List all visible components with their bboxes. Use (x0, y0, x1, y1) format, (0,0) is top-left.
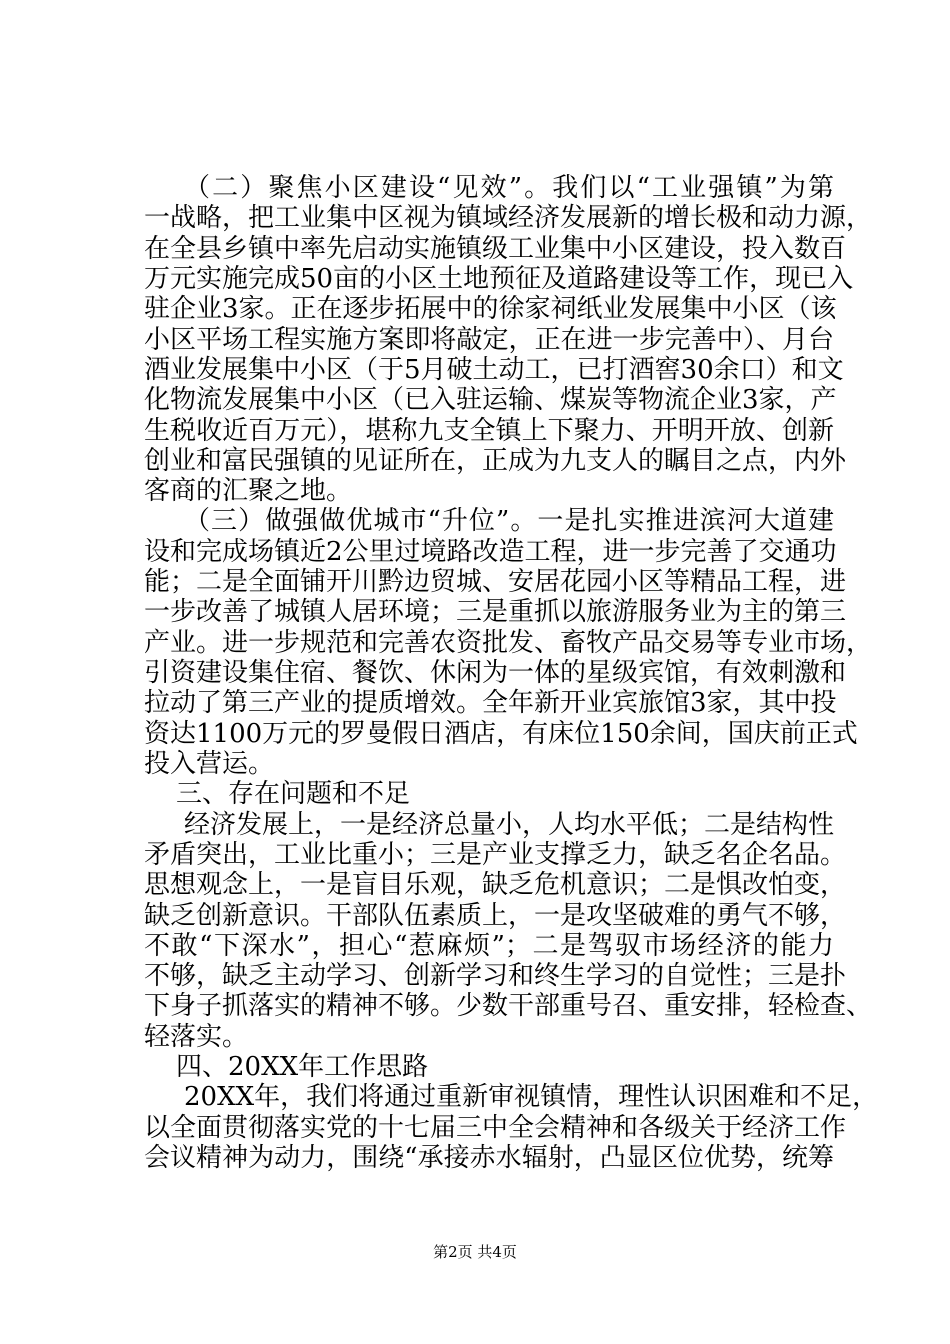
paragraph-line: 设和完成场镇近2公里过境路改造工程，进一步完善了交通功 (144, 537, 837, 567)
paragraph-line: 不敢“下深水”，担心“惹麻烦”；二是驾驭市场经济的能力 (144, 931, 834, 961)
paragraph-line: 客商的汇聚之地。 (144, 476, 353, 506)
paragraph-line: 资达1100万元的罗曼假日酒店，有床位150余间，国庆前正式 (144, 719, 858, 749)
paragraph-line: 在全县乡镇中率先启动实施镇级工业集中小区建设，投入数百 (144, 234, 847, 264)
paragraph-line: 拉动了第三产业的提质增效。全年新开业宾旅馆3家，其中投 (144, 688, 837, 718)
paragraph-line: 轻落实。 (144, 1022, 249, 1052)
paragraph-line: 一步改善了城镇人居环境；三是重抓以旅游服务业为主的第三 (144, 597, 847, 627)
paragraph-line: 创业和富民强镇的见证所在，正成为九支人的瞩目之点，内外 (144, 446, 847, 476)
section-heading: 四、20XX年工作思路 (176, 1052, 429, 1082)
paragraph-line: 驻企业3家。正在逐步拓展中的徐家祠纸业发展集中小区（该 (144, 294, 837, 324)
section-heading: 三、存在问题和不足 (176, 779, 411, 809)
paragraph-line: 思想观念上，一是盲目乐观，缺乏危机意识；二是惧改怕变， (144, 870, 847, 900)
paragraph-line: 经济发展上，一是经济总量小，人均水平低；二是结构性 (184, 810, 835, 840)
paragraph-line: 20XX年，我们将通过重新审视镇情，理性认识困难和不足， (184, 1082, 879, 1112)
paragraph-line: 万元实施完成50亩的小区土地预征及道路建设等工作，现已入 (144, 264, 854, 294)
paragraph-line: 产业。进一步规范和完善农资批发、畜牧产品交易等专业市场， (144, 628, 873, 658)
paragraph-line: 引资建设集住宿、餐饮、休闲为一体的星级宾馆，有效刺激和 (144, 658, 847, 688)
paragraph-line: 会议精神为动力，围绕“承接赤水辐射，凸显区位优势，统筹 (144, 1143, 834, 1173)
paragraph-line: 酒业发展集中小区（于5月破土动工，已打酒窖30余口）和文 (144, 355, 844, 385)
paragraph-line: 生税收近百万元），堪称九支全镇上下聚力、开明开放、创新 (144, 416, 834, 446)
paragraph-line: （三）做强做优城市“升位”。一是扎实推进滨河大道建 (184, 506, 834, 536)
paragraph-line: （二）聚焦小区建设“见效”。我们以“工业强镇”为第 (184, 173, 834, 203)
paragraph-line: 下身子抓落实的精神不够。少数干部重号召、重安排，轻检查、 (144, 991, 873, 1021)
paragraph-line: 矛盾突出，工业比重小；三是产业支撑乏力，缺乏名企名品。 (144, 840, 847, 870)
paragraph-line: 小区平场工程实施方案即将敲定，正在进一步完善中）、月台 (144, 325, 834, 355)
paragraph-line: 投入营运。 (144, 749, 275, 779)
page-footer: 第2页 共4页 (433, 1243, 517, 1261)
paragraph-line: 一战略，把工业集中区视为镇域经济发展新的增长极和动力源， (144, 203, 873, 233)
paragraph-line: 不够，缺乏主动学习、创新学习和终生学习的自觉性；三是扑 (144, 961, 847, 991)
paragraph-line: 缺乏创新意识。干部队伍素质上，一是攻坚破难的勇气不够， (144, 901, 847, 931)
paragraph-line: 能；二是全面铺开川黔边贸城、安居花园小区等精品工程，进 (144, 567, 847, 597)
paragraph-line: 化物流发展集中小区（已入驻运输、煤炭等物流企业3家，产 (144, 385, 837, 415)
paragraph-line: 以全面贯彻落实党的十七届三中全会精神和各级关于经济工作 (144, 1113, 847, 1143)
